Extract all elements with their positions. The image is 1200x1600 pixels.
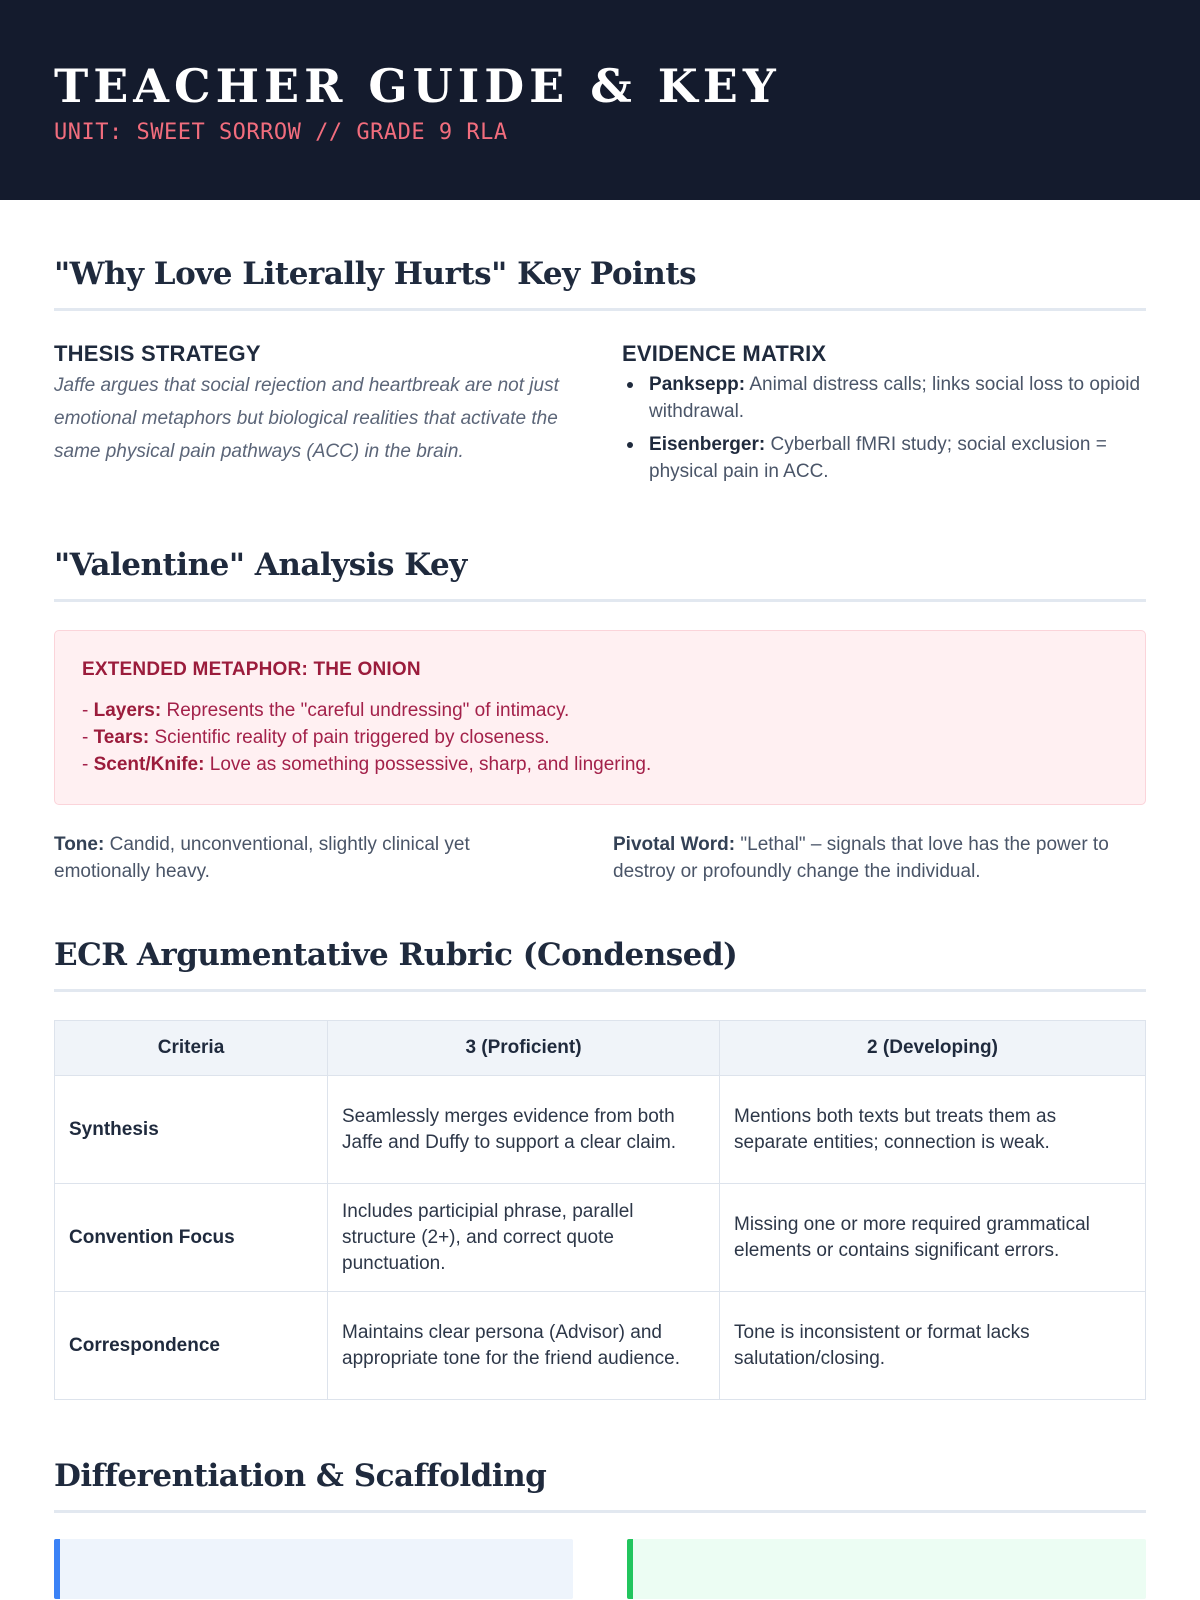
page-header: [0, 0, 1200, 200]
table-row: [55, 1292, 1146, 1400]
evidence-source: Panksepp:: [649, 374, 746, 395]
pivot-note: [613, 831, 1143, 885]
table-row: [55, 1184, 1146, 1292]
differentiation-section: [54, 1458, 1146, 1599]
metaphor-text: Love as something possessive, sharp, and lingering.: [204, 754, 652, 775]
criteria-header: Criteria: [55, 1021, 328, 1076]
key-points-section: [54, 256, 1146, 491]
proficient-header: 3 (Proficient): [328, 1021, 720, 1076]
callout-title: EXTENDED METAPHOR: THE ONION: [82, 659, 421, 680]
metaphor-text: Represents the "careful undressing" of intimacy.: [161, 700, 570, 721]
evidence-source: Eisenberger:: [649, 434, 766, 455]
evidence-text: Animal distress calls; links social loss to opioid withdrawal.: [649, 374, 1141, 422]
evidence-heading: EVIDENCE MATRIX: [622, 341, 827, 366]
tone-label: Tone:: [54, 834, 105, 855]
evidence-item: [622, 431, 1146, 485]
rubric-table: [54, 1020, 1146, 1400]
evidence-matrix: [622, 341, 1146, 491]
scaffold-card-blue: [54, 1539, 573, 1599]
tone-text: Candid, unconventional, slightly clinical yet emotionally heavy.: [54, 834, 470, 882]
metaphor-term: Scent/Knife:: [93, 754, 205, 775]
page-title: TEACHER GUIDE & KEY: [54, 59, 781, 113]
proficient-cell: Includes participial phrase, parallel structure (2+), and correct quote punctuation.: [328, 1184, 720, 1292]
scaffold-card-green: [627, 1539, 1146, 1599]
differentiation-title: Differentiation & Scaffolding: [54, 1458, 1146, 1513]
item-dash: -: [82, 700, 94, 721]
developing-cell: Tone is inconsistent or format lacks salutation/closing.: [720, 1292, 1146, 1400]
metaphor-text: Scientific reality of pain triggered by closeness.: [149, 727, 550, 748]
valentine-section: [54, 547, 1146, 885]
tone-note: [54, 831, 546, 885]
pivot-text: "Lethal" – signals that love has the power to destroy or profoundly change the individual.: [613, 834, 1109, 882]
pivot-label: Pivotal Word:: [613, 834, 736, 855]
metaphor-item: [82, 751, 1118, 778]
unit-subtitle: UNIT: SWEET SORROW // GRADE 9 RLA: [54, 120, 508, 145]
evidence-text: Cyberball fMRI study; social exclusion = physical pain in ACC.: [649, 434, 1107, 482]
thesis-text: Jaffe argues that social rejection and heartbreak are not just emotional metaphors but biological realities that activate the same physical pain pathways (ACC) in the brain.: [54, 375, 559, 462]
criteria-cell: Convention Focus: [55, 1184, 328, 1292]
criteria-cell: Correspondence: [55, 1292, 328, 1400]
item-dash: -: [82, 754, 94, 775]
proficient-cell: Seamlessly merges evidence from both Jaffe and Duffy to support a clear claim.: [328, 1076, 720, 1184]
metaphor-callout: [54, 630, 1146, 805]
item-dash: -: [82, 727, 94, 748]
valentine-title: "Valentine" Analysis Key: [54, 547, 1146, 602]
evidence-item: [622, 371, 1146, 425]
developing-cell: Mentions both texts but treats them as separate entities; connection is weak.: [720, 1076, 1146, 1184]
metaphor-item: [82, 697, 1118, 724]
criteria-cell: Synthesis: [55, 1076, 328, 1184]
metaphor-item: [82, 724, 1118, 751]
rubric-header-row: [55, 1021, 1146, 1076]
table-row: [55, 1076, 1146, 1184]
proficient-cell: Maintains clear persona (Advisor) and appropriate tone for the friend audience.: [328, 1292, 720, 1400]
thesis-heading: THESIS STRATEGY: [54, 341, 261, 366]
rubric-section: [54, 937, 1146, 1400]
metaphor-term: Layers:: [93, 700, 162, 721]
thesis-strategy: [54, 341, 570, 491]
rubric-title: ECR Argumentative Rubric (Condensed): [54, 937, 1146, 992]
key-points-title: "Why Love Literally Hurts" Key Points: [54, 256, 1146, 311]
metaphor-term: Tears:: [93, 727, 150, 748]
developing-header: 2 (Developing): [720, 1021, 1146, 1076]
main-content: [0, 256, 1200, 1599]
developing-cell: Missing one or more required grammatical elements or contains significant errors.: [720, 1184, 1146, 1292]
